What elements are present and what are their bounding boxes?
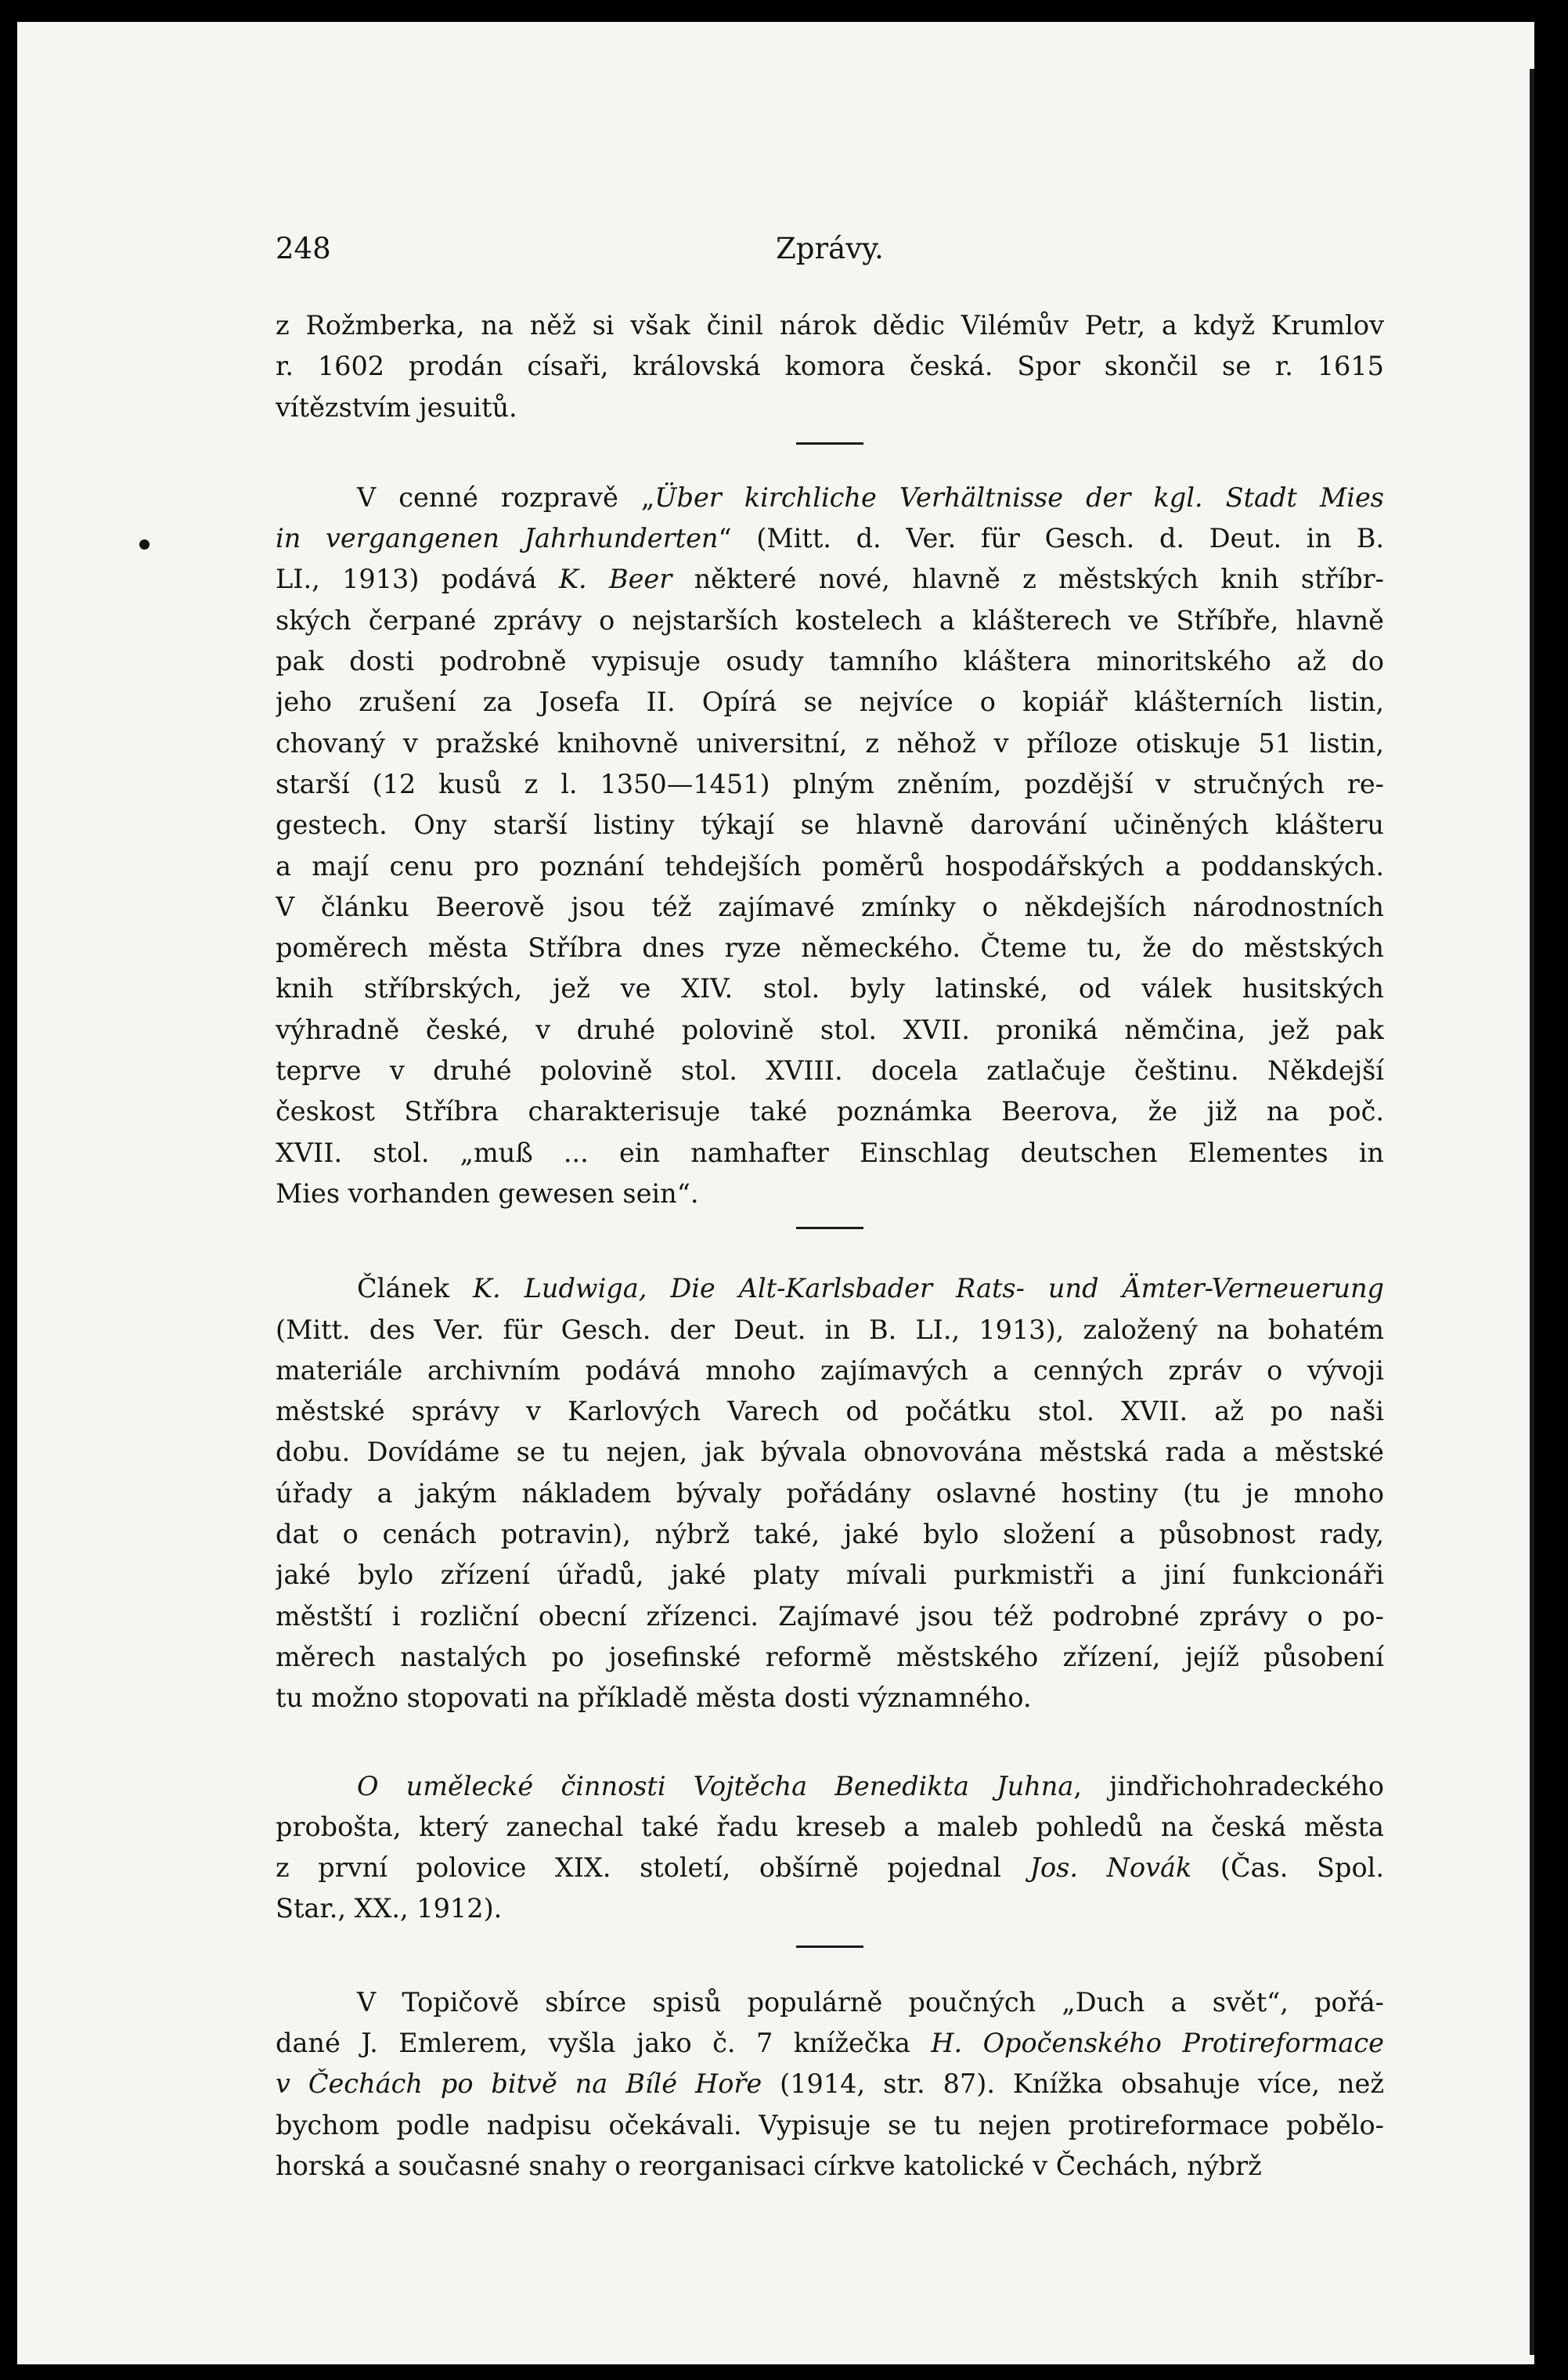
text-line: ských čerpané zprávy o nejstarších kostelech a klášterech ve Stříbře, hlavně xyxy=(276,604,1384,636)
text-line: V Topičově sbírce spisů populárně poučných „Duch a svět“, pořá- xyxy=(357,1986,1384,2018)
text-line: úřady a jakým nákladem bývaly pořádány oslavné hostiny (tu je mnoho xyxy=(276,1477,1384,1509)
text-line: gestech. Ony starší listiny týkají se hlavně darování učiněných klášteru xyxy=(276,810,1384,841)
italic-title: K. Ludwiga, Die Alt-Karlsbader Rats- und Ämter-Verneuerung xyxy=(473,1273,1384,1304)
text-line: výhradně české, v druhé polovině stol. XVII. proniká němčina, jež pak xyxy=(276,1014,1384,1045)
text-line: r. 1602 prodán císaři, královská komora česká. Spor skončil se r. 1615 xyxy=(276,351,1384,382)
text-line: O umělecké činnosti Vojtěcha Benedikta Juhna, jindřichohradeckého xyxy=(357,1770,1384,1801)
text-line: knih stříbrských, jež ve XIV. stol. byly latinské, od válek husitských xyxy=(276,973,1384,1004)
text-line: XVII. stol. „muß ... ein namhafter Einschlag deutschen Elementes in xyxy=(276,1137,1384,1168)
text-line: starší (12 kusů z l. 1350—1451) plným zněním, pozdější v stručných re- xyxy=(276,768,1384,799)
text-line: vítězstvím jesuitů. xyxy=(276,391,517,423)
paragraph-4 xyxy=(276,1766,1384,1930)
text-line: teprve v druhé polovině stol. XVIII. docela zatlačuje češtinu. Někdejší xyxy=(276,1055,1384,1087)
section-rule xyxy=(796,1227,863,1229)
italic-title: v Čechách po bitvě na Bílé Hoře xyxy=(276,2068,762,2100)
italic-title: O umělecké činnosti Vojtěcha Benedikta Juhna xyxy=(357,1770,1074,1801)
text-line: v Čechách po bitvě na Bílé Hoře (1914, str. 87). Knížka obsahuje více, než xyxy=(276,2068,1384,2100)
text-line: in vergangenen Jahrhunderten“ (Mitt. d. Ver. für Gesch. d. Deut. in B. xyxy=(276,523,1384,554)
paragraph-2 xyxy=(276,478,1384,1214)
text-line: pak dosti podrobně vypisuje osudy tamního kláštera minoritského až do xyxy=(276,646,1384,677)
text-line: Mies vorhanden gewesen sein“. xyxy=(276,1177,699,1209)
text-line: V článku Beerově jsou též zajímavé zmínky o někdejších národnostních xyxy=(276,891,1384,922)
italic-title: H. Opočenského Protireformace xyxy=(931,2027,1384,2058)
text-line: (Mitt. des Ver. für Gesch. der Deut. in B. LI., 1913), založený na bohatém xyxy=(276,1314,1384,1345)
text-line: městští i rozliční obecní zřízenci. Zajímavé jsou též podrobné zprávy o po- xyxy=(276,1600,1384,1632)
text-line: bychom podle nadpisu očekávali. Vypisuje se tu nejen protireformace pobělo- xyxy=(276,2109,1384,2140)
running-title: Zprávy. xyxy=(776,232,884,265)
text-line: měrech nastalých po josefinské reformě městského zřízení, jejíž působení xyxy=(276,1641,1384,1672)
section-rule xyxy=(796,442,863,445)
margin-mark-dot xyxy=(139,539,150,550)
text-line: probošta, který zanechal také řadu kreseb a maleb pohledů na česká města xyxy=(276,1811,1384,1842)
text-line: V cenné rozpravě „Über kirchliche Verhältnisse der kgl. Stadt Mies xyxy=(357,481,1384,513)
running-head xyxy=(276,227,1384,274)
page-edge-shadow xyxy=(1530,69,1534,2355)
text-line: městské správy v Karlových Varech od počátku stol. XVII. až po naši xyxy=(276,1396,1384,1427)
page-number: 248 xyxy=(276,232,331,265)
text-line: z první polovice XIX. století, obšírně pojednal Jos. Novák (Čas. Spol. xyxy=(276,1852,1384,1884)
text-line: tu možno stopovati na příkladě města dosti významného. xyxy=(276,1682,1032,1714)
text-block xyxy=(276,227,1384,2187)
paragraph-gap xyxy=(276,1719,1384,1766)
italic-title: in vergangenen Jahrhunderten xyxy=(276,523,719,554)
text-line: jeho zrušení za Josefa II. Opírá se nejvíce o kopiář klášterních listin, xyxy=(276,687,1384,718)
text-line: Star., XX., 1912). xyxy=(276,1893,503,1924)
paragraph-1 xyxy=(276,305,1384,428)
text-line: materiále archivním podává mnoho zajímavých a cenných zpráv o vývoji xyxy=(276,1354,1384,1386)
text-line: dobu. Dovídáme se tu nejen, jak bývala obnovována městská rada a městské xyxy=(276,1437,1384,1468)
text-line: jaké bylo zřízení úřadů, jaké platy mívali purkmistři a jiní funkcionáři xyxy=(276,1560,1384,1591)
text-line: z Rožmberka, na něž si však činil nárok dědic Vilémův Petr, a když Krumlov xyxy=(276,310,1384,341)
italic-title: Jos. Novák xyxy=(1029,1852,1192,1884)
text-line: Článek K. Ludwiga, Die Alt-Karlsbader Rats- und Ämter-Verneuerung xyxy=(357,1273,1384,1304)
paragraph-3 xyxy=(276,1268,1384,1718)
text-line: LI., 1913) podává K. Beer některé nové, hlavně z městských knih stříbr- xyxy=(276,564,1384,595)
text-line: českost Stříbra charakterisuje také poznámka Beerova, že již na poč. xyxy=(276,1096,1384,1127)
paragraph-5 xyxy=(276,1982,1384,2187)
text-line: chovaný v pražské knihovně universitní, z něhož v příloze otiskuje 51 listin, xyxy=(276,727,1384,759)
text-line: a mají cenu pro poznání tehdejších poměrů hospodářských a poddanských. xyxy=(276,850,1384,882)
text-line: horská a současné snahy o reorganisaci církve katolické v Čechách, nýbrž xyxy=(276,2150,1262,2181)
italic-title: K. Beer xyxy=(558,564,672,595)
section-rule xyxy=(796,1945,863,1948)
text-line: dané J. Emlerem, vyšla jako č. 7 knížečka H. Opočenského Protireformace xyxy=(276,2027,1384,2058)
italic-title: Über kirchliche Verhältnisse der kgl. Stadt Mies xyxy=(654,481,1384,513)
text-line: dat o cenách potravin), nýbrž také, jaké bylo složení a působnost rady, xyxy=(276,1519,1384,1550)
text-line: poměrech města Stříbra dnes ryze německého. Čteme tu, že do městských xyxy=(276,932,1384,964)
